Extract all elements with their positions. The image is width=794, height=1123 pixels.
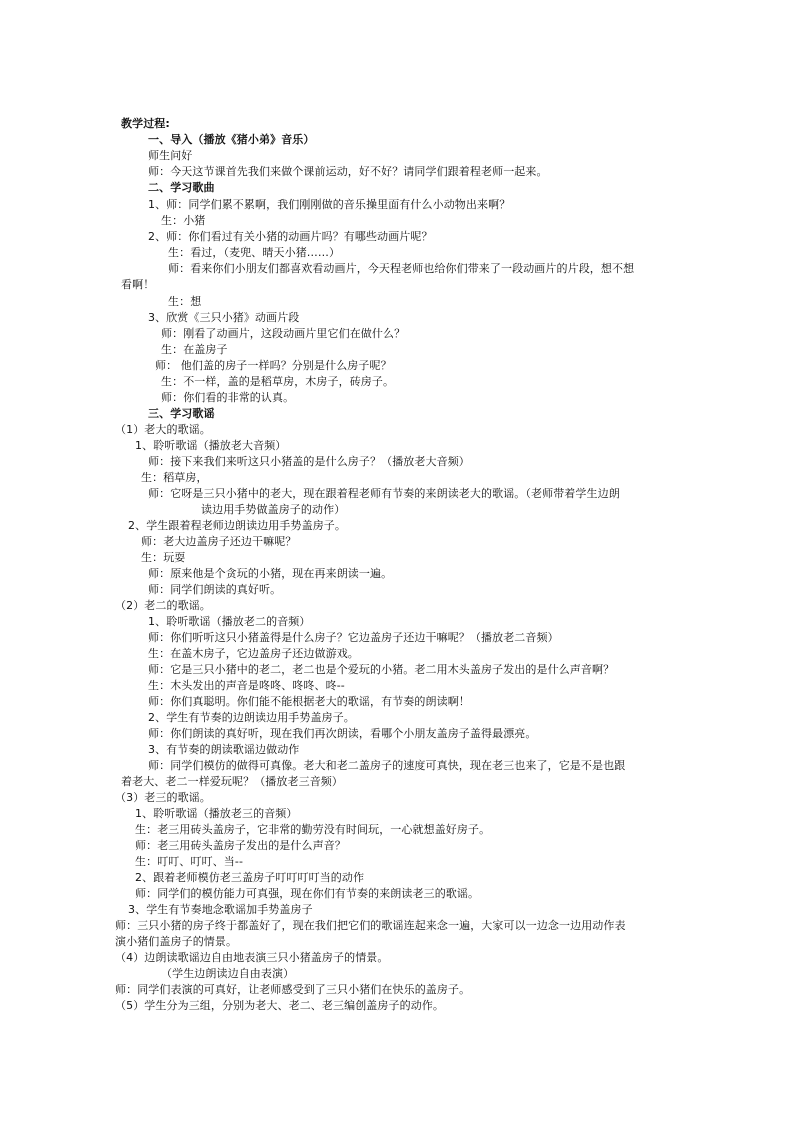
text-line: 师：今天这节课首先我们来做个课前运动，好不好？请同学们跟着程老师一起来。 [148, 165, 548, 178]
section-heading: 一、导入（播放《猪小弟》音乐） [148, 133, 315, 146]
text-line: （4）边朗读歌谣边自由地表演三只小猪盖房子的情景。 [115, 951, 389, 964]
text-line: 师：你们真聪明。你们能不能根据老大的歌谣，有节奏的朗读啊！ [148, 695, 470, 708]
text-line: 师：三只小猪的房子终于都盖好了，现在我们把它们的歌谣连起来念一遍，大家可以一边念一边用动作表 [115, 919, 626, 932]
text-line: 生：想 [168, 295, 202, 308]
text-line: 2、学生有节奏的边朗读边用手势盖房子。 [148, 711, 355, 724]
text-line: 演小猪们盖房子的情景。 [115, 935, 238, 948]
text-line: 师：老三用砖头盖房子发出的是什么声音？ [135, 839, 346, 852]
text-line: 生：在盖房子 [161, 343, 228, 356]
text-line: （3）老三的歌谣。 [115, 791, 211, 804]
text-line: 师：它是三只小猪中的老二，老二也是个爱玩的小猪。老二用木头盖房子发出的是什么声音啊？ [148, 663, 615, 676]
text-line: 师：你们看的非常的认真。 [161, 391, 295, 404]
text-line: 生：看过，（麦兜、晴天小猪……） [168, 246, 341, 259]
text-line: 师： 他们盖的房子一样吗？分别是什么房子呢？ [155, 359, 392, 372]
text-line: 师：同学们模仿的做得可真像。老大和老二盖房子的速度可真快，现在老三也来了，它是不是也跟 [148, 759, 626, 772]
text-line: 师：原来他是个贪玩的小猪，现在再来朗读一遍。 [148, 567, 393, 580]
text-line: 2、师：你们看过有关小猪的动画片吗？有哪些动画片呢？ [148, 230, 433, 243]
text-line: （学生边朗读边自由表演） [161, 967, 295, 980]
text-line: 生：叮叮、叮叮、当-- [135, 855, 244, 868]
text-line: 生：玩耍 [141, 551, 186, 564]
text-line: 师：老大边盖房子还边干嘛呢？ [141, 535, 297, 548]
text-line: 师：接下来我们来听这只小猪盖的是什么房子？（播放老大音频） [148, 455, 470, 468]
text-line: （2）老二的歌谣。 [115, 599, 211, 612]
text-line: 2、跟着老师模仿老三盖房子叮叮叮叮当的动作 [135, 871, 365, 884]
text-line: 生：老三用砖头盖房子，它非常的勤劳没有时间玩，一心就想盖好房子。 [135, 823, 491, 836]
text-line: 师：它呀是三只小猪中的老大，现在跟着程老师有节奏的来朗读老大的歌谣。（老师带着学生边朗 [148, 487, 620, 500]
text-line: 2、学生跟着程老师边朗读边用手势盖房子。 [128, 519, 346, 532]
text-line: 1、师：同学们累不累啊，我们刚刚做的音乐操里面有什么小动物出来啊？ [148, 198, 511, 211]
text-line: 生：小猪 [161, 214, 206, 227]
text-line: （1）老大的歌谣。 [115, 423, 211, 436]
section-heading: 二、学习歌曲 [148, 181, 215, 194]
text-line: 看啊！ [121, 278, 155, 291]
text-line: 师：同学们朗读的真好听。 [148, 583, 282, 596]
text-line: 生：不一样，盖的是稻草房，木房子，砖房子。 [161, 375, 395, 388]
text-line: 师：你们朗读的真好听，现在我们再次朗读，看哪个小朋友盖房子盖得最漂亮。 [148, 727, 537, 740]
text-line: 1、聆听歌谣（播放老大音频） [135, 439, 287, 452]
text-line: 1、聆听歌谣（播放老三的音频） [135, 807, 298, 820]
text-line: 师：同学们的模仿能力可真强，现在你们有节奏的来朗读老三的歌谣。 [135, 887, 480, 900]
text-line: 师生问好 [148, 149, 193, 162]
section-heading: 教学过程: [121, 117, 170, 130]
text-line: 生：在盖木房子，它边盖房子还边做游戏。 [148, 647, 359, 660]
text-line: 读边用手势做盖房子的动作） [201, 503, 346, 516]
text-line: 师：你们听听这只小猪盖得是什么房子？它边盖房子还边干嘛呢？（播放老二音频） [148, 631, 559, 644]
text-line: （5）学生分为三组，分别为老大、老二、老三编创盖房子的动作。 [115, 999, 444, 1012]
text-line: 3、有节奏的朗读歌谣边做动作 [148, 743, 300, 756]
text-line: 着老大、老二一样爱玩呢？（播放老三音频） [121, 775, 343, 788]
section-heading: 三、学习歌谣 [148, 407, 215, 420]
text-line: 3、欣赏《三只小猪》动画片段 [148, 311, 300, 324]
text-line: 1、聆听歌谣（播放老二的音频） [148, 615, 311, 628]
text-line: 生：木头发出的声音是咚咚、咚咚、咚-- [148, 679, 345, 692]
text-line: 师：刚看了动画片，这段动画片里它们在做什么？ [161, 327, 406, 340]
text-line: 师：看来你们小朋友们都喜欢看动画片，今天程老师也给你们带来了一段动画片的片段，想不想 [168, 262, 635, 275]
text-line: 生：稻草房， [141, 471, 208, 484]
text-line: 3、学生有节奏地念歌谣加手势盖房子 [128, 903, 313, 916]
text-line: 师：同学们表演的可真好，让老师感受到了三只小猪们在快乐的盖房子。 [115, 983, 471, 996]
